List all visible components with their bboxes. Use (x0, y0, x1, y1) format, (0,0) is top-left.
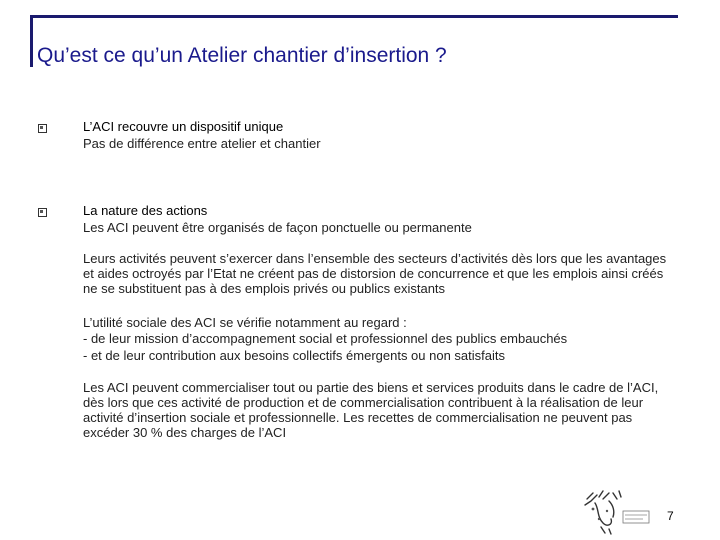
social-utility-intro: L’utilité sociale des ACI se vérifie notamment au regard : (83, 315, 407, 330)
section-heading: La nature des actions (83, 203, 208, 218)
section-heading: L’ACI recouvre un dispositif unique (83, 119, 284, 134)
slide-title: Qu’est ce qu’un Atelier chantier d’insertion ? (37, 44, 447, 67)
activities-paragraph: Leurs activités peuvent s’exercer dans l’ensemble des secteurs d’activités dès lors que les avantages et aides octroyés par l’Etat ne créent pas de distorsion de concurrence et que les emplois ainsi créés ne se substituent pas à des emplois privés ou publics existants (83, 251, 667, 296)
section-text: Pas de différence entre atelier et chantier (83, 136, 321, 151)
organization-logo (583, 489, 655, 535)
page-number: 7 (667, 509, 674, 523)
frame-left-border (30, 15, 33, 67)
social-utility-point: - de leur mission d’accompagnement social et professionnel des publics embauchés (83, 331, 568, 346)
social-utility-point: - et de leur contribution aux besoins collectifs émergents ou non satisfaits (83, 348, 506, 363)
commercialisation-paragraph: Les ACI peuvent commercialiser tout ou partie des biens et services produits dans le cadre de l’ACI, dès lors que ces activité de production et de commercialisation contribuent à la réalisation de leur activité d’insertion sociale et professionnelle. Les recettes de commercialisation ne peuvent pas excéder 30 % des charges de l’ACI (83, 380, 659, 440)
section-text: Les ACI peuvent être organisés de façon ponctuelle ou permanente (83, 220, 472, 235)
frame-top-border (30, 15, 678, 18)
bullet-icon (38, 208, 47, 217)
bullet-icon (38, 124, 47, 133)
